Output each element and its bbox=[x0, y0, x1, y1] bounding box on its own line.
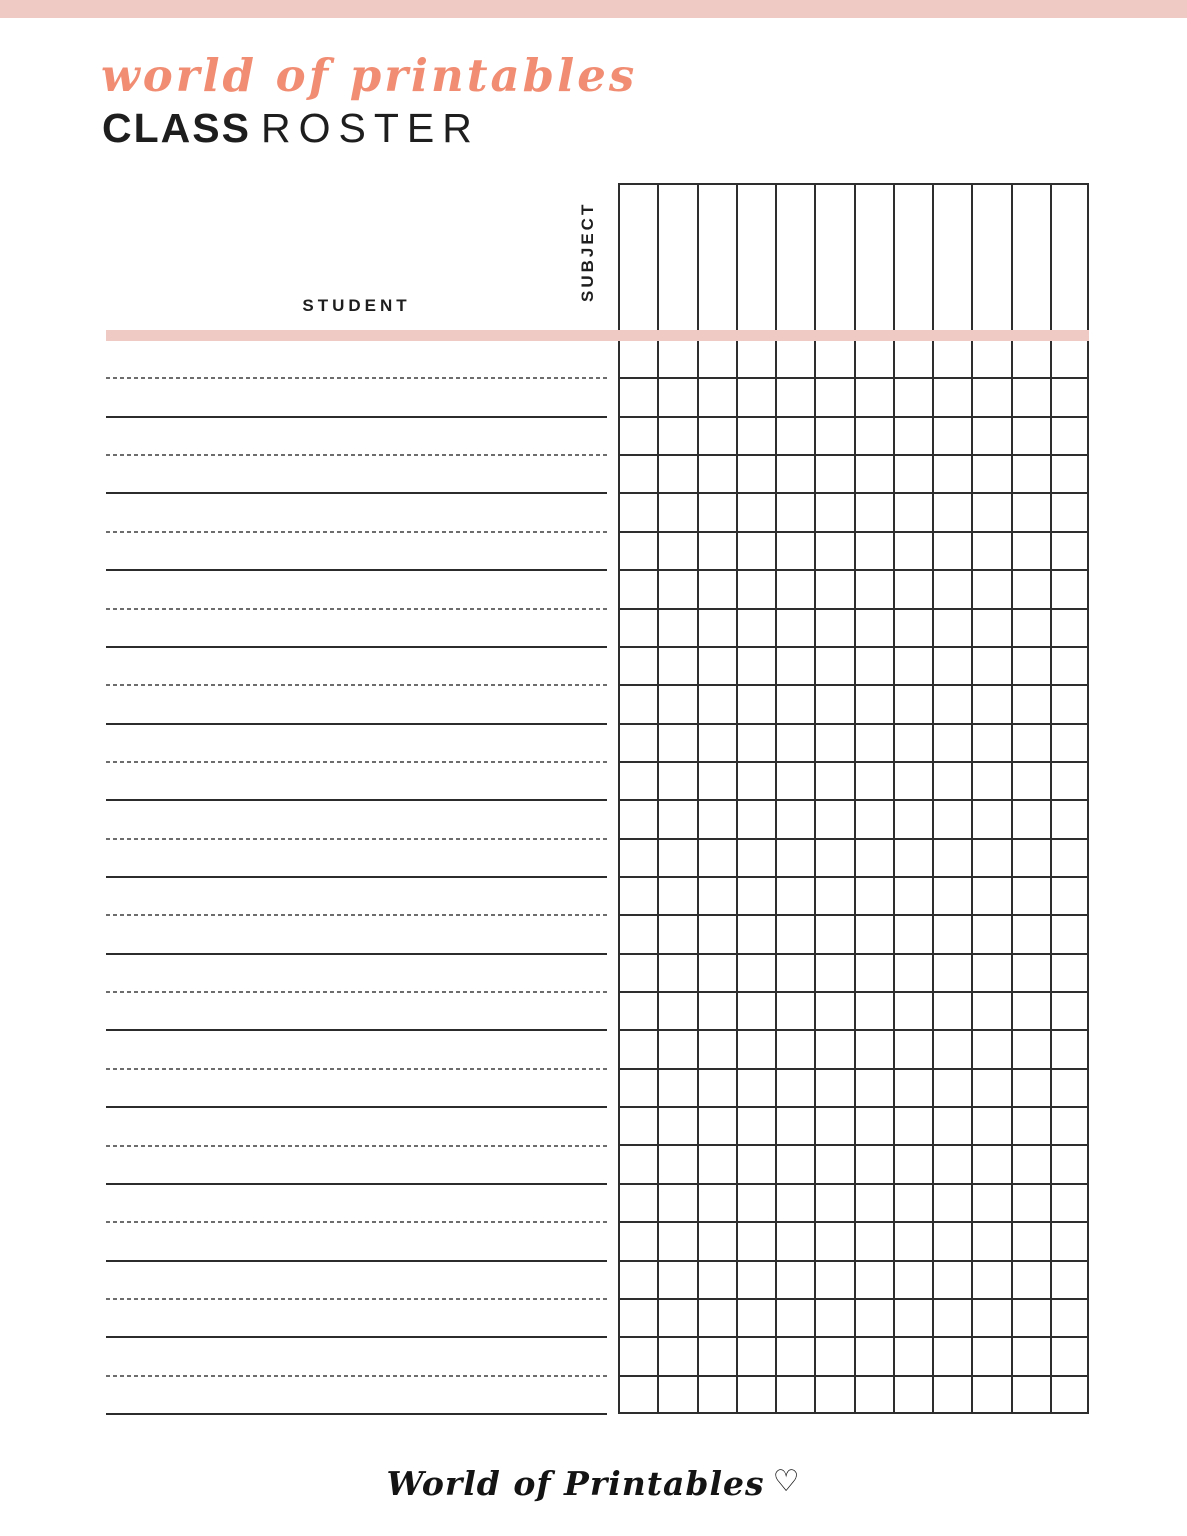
heart-icon: ♡ bbox=[772, 1464, 801, 1499]
brand-logo-script: world of printables bbox=[101, 49, 638, 102]
student-name-line-dashed bbox=[106, 377, 607, 379]
grid-row-line bbox=[618, 1144, 1089, 1146]
student-name-line-dashed bbox=[106, 531, 607, 533]
grid-row-line bbox=[618, 569, 1089, 571]
student-name-line-dashed bbox=[106, 914, 607, 916]
grid-row-line bbox=[618, 1375, 1089, 1377]
student-name-line-solid bbox=[106, 416, 607, 418]
grid-row-line bbox=[618, 991, 1089, 993]
student-name-line-dashed bbox=[106, 1145, 607, 1147]
grid-row-line bbox=[618, 953, 1089, 955]
grid-row-line bbox=[618, 838, 1089, 840]
grid-row-line bbox=[618, 876, 1089, 878]
grid-row-line bbox=[618, 1298, 1089, 1300]
student-name-line-solid bbox=[106, 723, 607, 725]
grid-row-line bbox=[618, 1412, 1089, 1414]
grid-row-line bbox=[618, 1260, 1089, 1262]
grid-row-line bbox=[618, 914, 1089, 916]
grid-row-line bbox=[618, 416, 1089, 418]
student-name-line-solid bbox=[106, 569, 607, 571]
page-title-light: ROSTER bbox=[260, 105, 480, 151]
grid-row-line bbox=[618, 454, 1089, 456]
grid-row-line bbox=[618, 531, 1089, 533]
student-name-line-solid bbox=[106, 1336, 607, 1338]
grid-row-line bbox=[618, 1336, 1089, 1338]
footer-brand-text: World of Printables bbox=[386, 1464, 765, 1503]
grid-row-line bbox=[618, 1183, 1089, 1185]
subject-column-header: SUBJECT bbox=[578, 201, 597, 302]
grid-row-line bbox=[618, 799, 1089, 801]
grid-row-line bbox=[618, 608, 1089, 610]
grid-row-line bbox=[618, 646, 1089, 648]
student-name-line-dashed bbox=[106, 1068, 607, 1070]
student-name-line-dashed bbox=[106, 761, 607, 763]
student-name-lines bbox=[106, 0, 607, 1536]
student-name-line-solid bbox=[106, 1260, 607, 1262]
student-name-line-dashed bbox=[106, 1221, 607, 1223]
student-name-line-dashed bbox=[106, 684, 607, 686]
student-name-line-solid bbox=[106, 1183, 607, 1185]
student-name-line-solid bbox=[106, 1106, 607, 1108]
student-name-line-solid bbox=[106, 1029, 607, 1031]
grid-row-line bbox=[618, 761, 1089, 763]
student-name-line-dashed bbox=[106, 838, 607, 840]
student-name-line-solid bbox=[106, 1413, 607, 1415]
grid-row-line bbox=[618, 684, 1089, 686]
student-name-line-solid bbox=[106, 799, 607, 801]
grid-row-line bbox=[618, 723, 1089, 725]
student-name-line-dashed bbox=[106, 608, 607, 610]
student-name-line-solid bbox=[106, 646, 607, 648]
subject-grid bbox=[618, 183, 1089, 1414]
grid-row-line bbox=[618, 1106, 1089, 1108]
student-column-header: STUDENT bbox=[302, 296, 411, 315]
grid-row-line bbox=[618, 183, 1089, 185]
student-name-line-dashed bbox=[106, 454, 607, 456]
student-name-line-solid bbox=[106, 492, 607, 494]
header-divider-bar bbox=[106, 330, 1089, 341]
student-name-line-solid bbox=[106, 876, 607, 878]
grid-row-line bbox=[618, 1029, 1089, 1031]
student-name-line-dashed bbox=[106, 991, 607, 993]
grid-row-line bbox=[618, 377, 1089, 379]
page-title-bold: CLASS bbox=[102, 105, 251, 151]
student-name-line-dashed bbox=[106, 1375, 607, 1377]
grid-row-line bbox=[618, 492, 1089, 494]
grid-row-line bbox=[618, 1221, 1089, 1223]
student-name-line-solid bbox=[106, 953, 607, 955]
grid-row-line bbox=[618, 1068, 1089, 1070]
student-name-line-dashed bbox=[106, 1298, 607, 1300]
